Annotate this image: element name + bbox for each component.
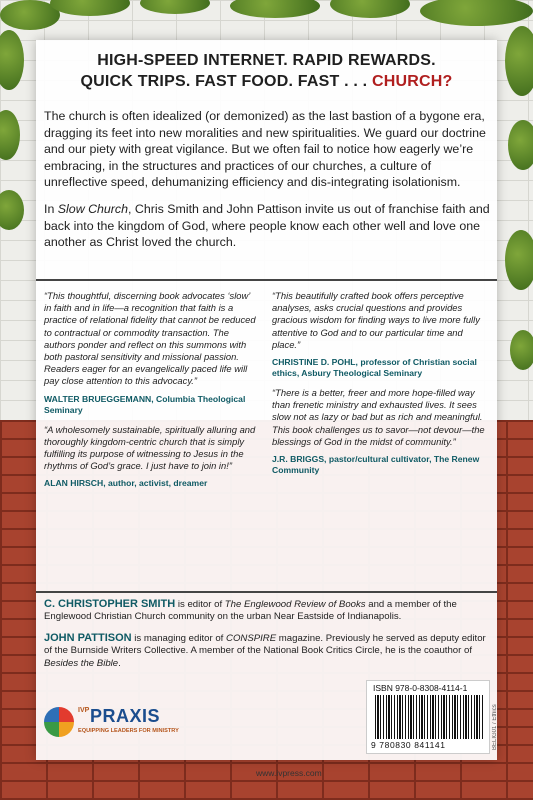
category-code: BELIG01 / Ethics (492, 704, 498, 750)
intro-p2-post: , Chris Smith and John Pattison invite us out of franchise faith and back into the kingdom of God, where people know each other well and love one another as Christ loved the church. (44, 201, 490, 250)
isbn-barcode-box (366, 680, 490, 754)
endorsement-attribution (272, 357, 486, 379)
endorsement-attribution (272, 454, 486, 476)
publisher-website: www.ivpress.com (256, 768, 322, 778)
intro-paragraph-2 (44, 201, 492, 251)
endorsements-left (44, 290, 258, 497)
book-title: Slow Church (57, 201, 129, 216)
endorser-affiliation: professor of Christian social ethics, Asbury Theological Seminary (272, 357, 477, 379)
barcode (375, 695, 483, 739)
author-bio-smith: C. CHRISTOPHER SMITH is editor of The Englewood Review of Books and a member of the Englewood Christian Church community on the urban Near Eastside of Indianapolis. (44, 598, 457, 623)
endorsement-attribution (44, 394, 258, 416)
divider-bottom (36, 591, 497, 593)
headline (36, 50, 497, 92)
headline-line-1: HIGH-SPEED INTERNET. RAPID REWARDS. (97, 52, 436, 69)
endorser-affiliation: pastor/cultural cultivator, The Renew Community (272, 454, 480, 476)
divider-top (36, 279, 497, 281)
praxis-logo (44, 705, 184, 741)
intro-paragraph-1: The church is often idealized (or demonized) as the last bastion of a bygone era, dragging its feet into new moralities and new spiritualities. We guard our doctrine and our piety with great vigilance. But we often fail to notice how eagerly we’re embracing, in the structures and practices of our churches, a culture of unreflective speed, dehumanizing efficiency and dis-integrating isolationism. (44, 109, 486, 190)
author-name: JOHN PATTISON (44, 632, 132, 644)
logo-tagline: EQUIPPING LEADERS FOR MINISTRY (78, 728, 179, 734)
logo-wordmark: PRAXIS (90, 706, 161, 726)
endorsement-quote: “This beautifully crafted book offers perceptive analyses, asks crucial questions and provides gracious wisdom for finding ways to live more fully attentive to God and to our particular time and place.” (272, 290, 480, 350)
endorser-affiliation: Columbia Theological Seminary (44, 393, 246, 415)
author-name: C. CHRISTOPHER SMITH (44, 598, 176, 610)
endorsement-quote: “A wholesomely sustainable, spiritually alluring and thoroughly kingdom-centric church that is simply fulfilling its purpose of witnessing to Jesus in the rhythms of God’s grace. I just have to join in!” (44, 423, 256, 472)
endorser-name: J.R. BRIGGS, (272, 454, 327, 465)
barcode-number: 9 780830 841141 (371, 740, 446, 750)
endorser-affiliation: author, activist, dreamer (105, 478, 208, 489)
endorsements-right (272, 290, 486, 484)
back-cover-panel (36, 40, 498, 778)
intro-p2-pre: In (44, 201, 58, 216)
logo-ivp: IVP (78, 707, 90, 714)
author-bio-pattison: JOHN PATTISON is managing editor of CONSPIRE magazine. Previously he served as deputy editor of the Burnside Writers Collective. A member of the National Book Critics Circle, he is the coauthor of Besides the Bible. (44, 632, 486, 669)
endorsement-attribution (44, 478, 258, 489)
endorsement-quote: “There is a better, freer and more hope-filled way than frenetic ministry and exhausted lives. It sees slow not as lazy or bad but as rich and meaningful. This book challenges us to savor—not devour—the blessings of God in the midst of community.” (272, 387, 485, 447)
headline-accent: CHURCH? (371, 73, 453, 90)
endorsement-quote: “This thoughtful, discerning book advocates ‘slow’ in faith and in life—a recognition that faith is a practice of relational fidelity that cannot be reduced to contractual or commodity transaction. The authors ponder and reflect on this summons with both pastoral sensitivity and missional passion. Readers eager for an evangelically paced life will pay close attention to this advocacy.” (44, 290, 256, 387)
isbn-label: ISBN 978-0-8308-4114-1 (373, 683, 468, 693)
headline-line-2 (36, 71, 497, 92)
endorser-name: CHRISTINE D. POHL, (272, 357, 358, 368)
logo-circle-icon (44, 707, 74, 737)
endorser-name: ALAN HIRSCH, (44, 478, 106, 489)
endorser-name: WALTER BRUEGGEMANN, (44, 393, 154, 404)
headline-line-2-main: QUICK TRIPS. FAST FOOD. FAST . . . (80, 73, 372, 90)
intro-text (44, 108, 492, 261)
